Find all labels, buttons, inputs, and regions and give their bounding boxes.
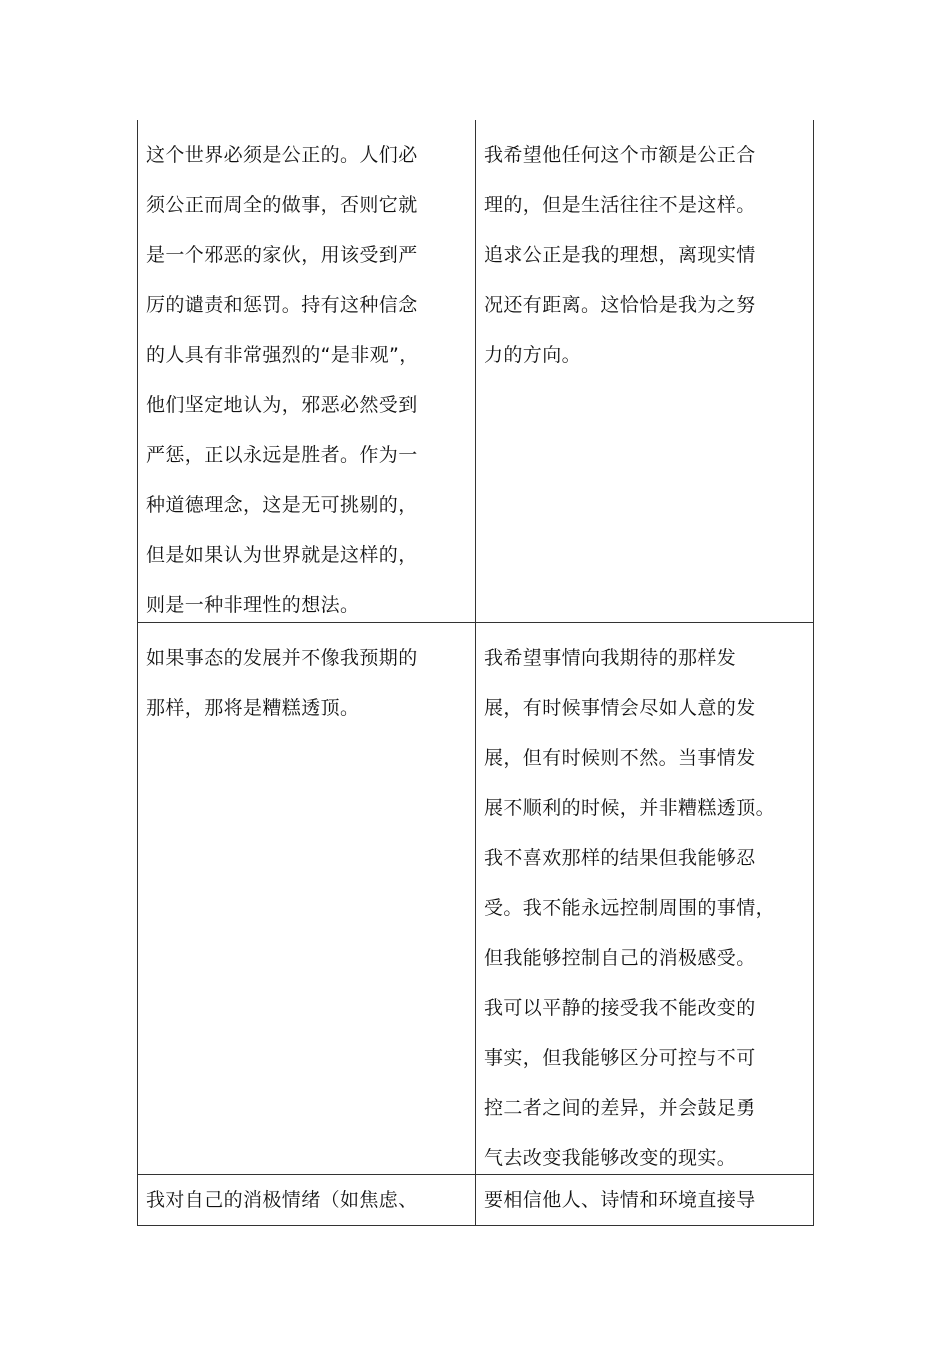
table-bottom-border (137, 1225, 814, 1226)
cell-text-line: 是一个邪恶的家伙，用该受到严 (146, 244, 418, 266)
cell-text-line: 展，有时候事情会尽如人意的发 (484, 697, 756, 719)
cell-text-line: 他们坚定地认为，邪恶必然受到 (146, 394, 418, 416)
cell-text-line: 那样，那将是糟糕透顶。 (146, 697, 360, 719)
table-row-1-left-cell (138, 120, 475, 630)
cell-text-line: 事实，但我能够区分可控与不可 (484, 1047, 756, 1069)
cell-text-line: 须公正而周全的做事，否则它就 (146, 194, 418, 216)
cell-text-line: 理的，但是生活往往不是这样。 (484, 194, 756, 216)
cell-text-line: 追求公正是我的理想，离现实情 (484, 244, 756, 266)
cell-text-line: 但是如果认为世界就是这样的， (146, 544, 418, 566)
table-row-2-right-cell (476, 623, 813, 1183)
cell-text-line: 严惩，正以永远是胜者。作为一 (146, 444, 418, 466)
table-row-3-right-cell (476, 1175, 813, 1225)
cell-text-line: 厉的谴责和惩罚。持有这种信念 (146, 294, 418, 316)
cell-text-line: 种道德理念，这是无可挑剔的， (146, 494, 418, 516)
cell-text-line: 我可以平静的接受我不能改变的 (484, 997, 756, 1019)
cell-text-line: 这个世界必须是公正的。人们必 (146, 144, 418, 166)
belief-comparison-table (137, 120, 814, 1226)
table-right-border (813, 120, 814, 1226)
cell-text-line: 的人具有非常强烈的“是非观”， (146, 344, 419, 366)
cell-text-line: 我希望他任何这个市额是公正合 (484, 144, 756, 166)
table-row-1-right-cell (476, 120, 813, 380)
cell-text-line: 展，但有时候则不然。当事情发 (484, 747, 756, 769)
cell-text-line: 要相信他人、诗情和环境直接导 (484, 1189, 756, 1211)
cell-text-line: 如果事态的发展并不像我预期的 (146, 647, 418, 669)
table-row-2-left-cell (138, 623, 475, 733)
cell-text-line: 受。我不能永远控制周围的事情， (484, 897, 776, 919)
table-row-3-left-cell (138, 1175, 475, 1225)
cell-text-line: 展不顺利的时候，并非糟糕透顶。 (484, 797, 776, 819)
cell-text-line: 况还有距离。这恰恰是我为之努 (484, 294, 756, 316)
cell-text-line: 气去改变我能够改变的现实。 (484, 1147, 737, 1169)
cell-text-line: 我希望事情向我期待的那样发 (484, 647, 737, 669)
cell-text-line: 我对自己的消极情绪（如焦虑、 (146, 1189, 418, 1211)
cell-text-line: 但我能够控制自己的消极感受。 (484, 947, 756, 969)
cell-text-line: 则是一种非理性的想法。 (146, 594, 360, 616)
cell-text-line: 控二者之间的差异，并会鼓足勇 (484, 1097, 756, 1119)
cell-text-line: 我不喜欢那样的结果但我能够忍 (484, 847, 756, 869)
cell-text-line: 力的方向。 (484, 344, 582, 366)
